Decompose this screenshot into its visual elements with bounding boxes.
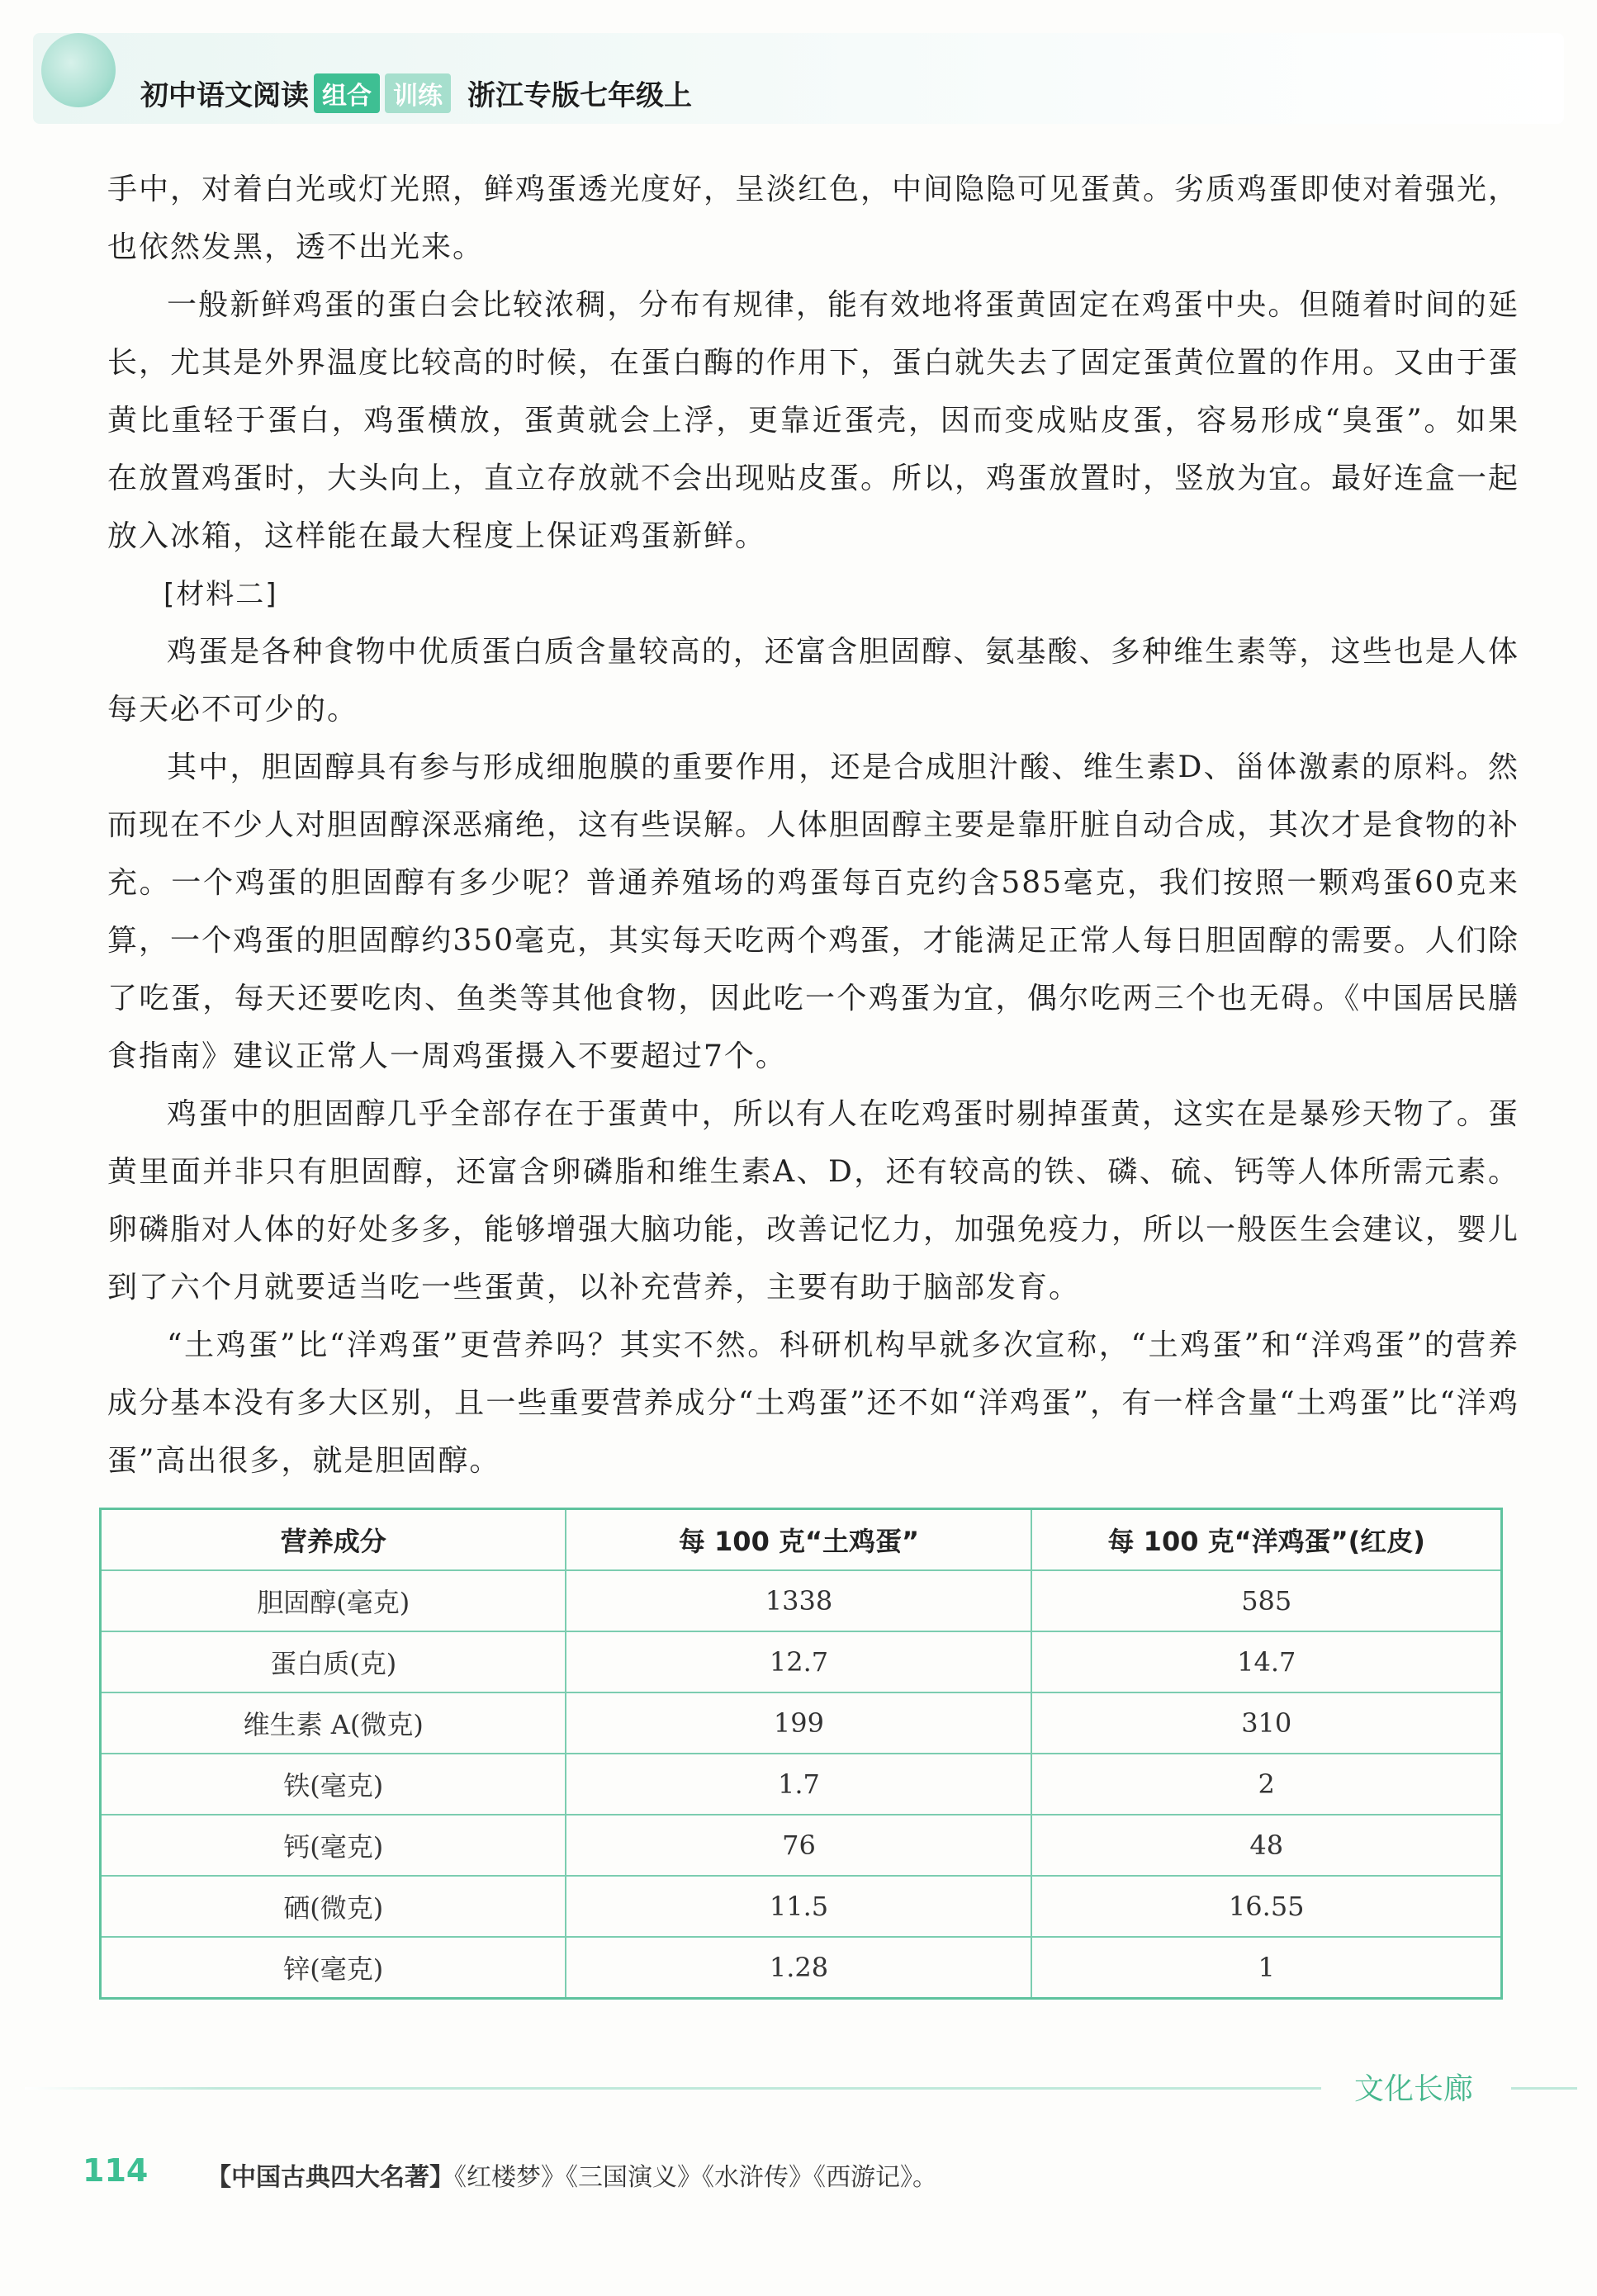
table-cell: 12.7 (566, 1631, 1031, 1692)
footer-divider-end (1511, 2087, 1577, 2090)
nutrition-table (99, 1508, 1503, 2000)
header-nutrient: 营养成分 (101, 1509, 566, 1571)
book-edition: 浙江专版七年级上 (467, 79, 692, 112)
book-title-text: 初中语文阅读 (140, 79, 309, 112)
table-cell: 585 (1031, 1570, 1501, 1631)
paragraph: 鸡蛋中的胆固醇几乎全部存在于蛋黄中，所以有人在吃鸡蛋时剔掉蛋黄，这实在是暴殄天物了。蛋黄里面并非只有胆固醇，还富含卵磷脂和维生素A、D，还有较高的铁、磷、硫、钙等人体所需元素。卵磷脂对人体的好处多多，能够增强大脑功能，改善记忆力，加强免疫力，所以一般医生会建议，婴儿到了六个月就要适当吃一些蛋黄，以补充营养，主要有助于脑部发育。 (107, 1097, 1520, 1304)
header-free-range-egg: 每 100 克“土鸡蛋” (566, 1509, 1031, 1571)
series-logo-icon (41, 33, 116, 107)
table-cell: 铁(毫克) (101, 1754, 566, 1815)
table-cell: 1 (1031, 1937, 1501, 1999)
header-farm-egg: 每 100 克“洋鸡蛋”(红皮) (1031, 1509, 1501, 1571)
table-cell: 76 (566, 1815, 1031, 1876)
table-cell: 11.5 (566, 1876, 1031, 1937)
footer-divider (25, 2087, 1321, 2090)
table-header-row (101, 1509, 1502, 1571)
table-cell: 48 (1031, 1815, 1501, 1876)
table-cell: 胆固醇(毫克) (101, 1570, 566, 1631)
paragraph: 手中，对着白光或灯光照，鲜鸡蛋透光度好，呈淡红色，中间隐隐可见蛋黄。劣质鸡蛋即使对着强光，也依然发黑，透不出光来。 (107, 173, 1520, 264)
footer-note-title: 【中国古典四大名著】 (206, 2163, 454, 2192)
article-body (107, 161, 1519, 1490)
footer-section-title: 文化长廊 (1354, 2072, 1474, 2106)
table-row (101, 1754, 1502, 1815)
table-cell: 199 (566, 1692, 1031, 1754)
footer-note (206, 2156, 937, 2193)
table-row (101, 1631, 1502, 1692)
tag-combo: 组合 (314, 73, 380, 113)
table-cell: 16.55 (1031, 1876, 1501, 1937)
table-cell: 蛋白质(克) (101, 1631, 566, 1692)
table-cell: 2 (1031, 1754, 1501, 1815)
table-cell: 钙(毫克) (101, 1815, 566, 1876)
table-cell: 14.7 (1031, 1631, 1501, 1692)
page-number: 114 (83, 2152, 149, 2189)
page-header (33, 25, 1564, 124)
paragraph: 一般新鲜鸡蛋的蛋白会比较浓稠，分布有规律，能有效地将蛋黄固定在鸡蛋中央。但随着时间的延长，尤其是外界温度比较高的时候，在蛋白酶的作用下，蛋白就失去了固定蛋黄位置的作用。又由于蛋黄比重轻于蛋白，鸡蛋横放，蛋黄就会上浮，更靠近蛋壳，因而变成贴皮蛋，容易形成“臭蛋”。如果在放置鸡蛋时，大头向上，直立存放就不会出现贴皮蛋。所以，鸡蛋放置时，竖放为宜。最好连盒一起放入冰箱，这样能在最大程度上保证鸡蛋新鲜。 (107, 288, 1520, 553)
table-cell: 1.28 (566, 1937, 1031, 1999)
paragraph: 其中，胆固醇具有参与形成细胞膜的重要作用，还是合成胆汁酸、维生素D、甾体激素的原料。然而现在不少人对胆固醇深恶痛绝，这有些误解。人体胆固醇主要是靠肝脏自动合成，其次才是食物的补充。一个鸡蛋的胆固醇有多少呢？普通养殖场的鸡蛋每百克约含585毫克，我们按照一颗鸡蛋60克来算，一个鸡蛋的胆固醇约350毫克，其实每天吃两个鸡蛋，才能满足正常人每日胆固醇的需要。人们除了吃蛋，每天还要吃肉、鱼类等其他食物，因此吃一个鸡蛋为宜，偶尔吃两三个也无碍。《中国居民膳食指南》建议正常人一周鸡蛋摄入不要超过7个。 (107, 750, 1520, 1073)
paragraph: 鸡蛋是各种食物中优质蛋白质含量较高的，还富含胆固醇、氨基酸、多种维生素等，这些也是人体每天必不可少的。 (107, 635, 1519, 727)
table-row (101, 1692, 1502, 1754)
table-cell: 1338 (566, 1570, 1031, 1631)
table-row (101, 1937, 1502, 1999)
table-row (101, 1876, 1502, 1937)
book-title (140, 73, 692, 113)
footer-note-text: 《红楼梦》《三国演义》《水浒传》《西游记》。 (454, 2163, 937, 2192)
table-cell: 维生素 A(微克) (101, 1692, 566, 1754)
table-cell: 1.7 (566, 1754, 1031, 1815)
material-label: [材料二] (163, 578, 278, 611)
table-cell: 锌(毫克) (101, 1937, 566, 1999)
paragraph: “土鸡蛋”比“洋鸡蛋”更营养吗？其实不然。科研机构早就多次宣称，“土鸡蛋”和“洋鸡蛋”的营养成分基本没有多大区别，且一些重要营养成分“土鸡蛋”还不如“洋鸡蛋”，有一样含量“土鸡蛋”比“洋鸡蛋”高出很多，就是胆固醇。 (107, 1328, 1519, 1478)
table-cell: 310 (1031, 1692, 1501, 1754)
table-row (101, 1570, 1502, 1631)
tag-train: 训练 (385, 73, 451, 113)
table-row (101, 1815, 1502, 1876)
table-cell: 硒(微克) (101, 1876, 566, 1937)
